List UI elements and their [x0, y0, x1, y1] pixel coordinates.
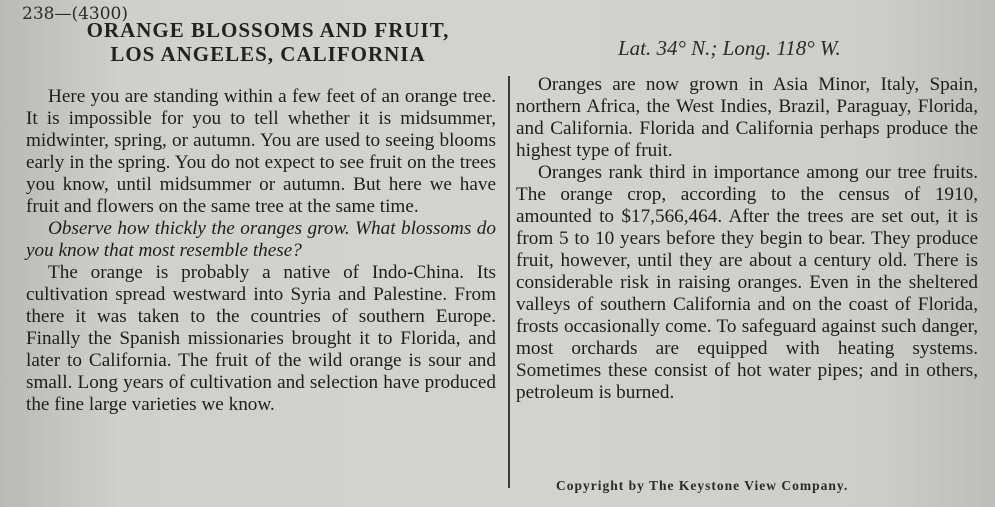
paragraph: The orange is probably a native of Indo-China. Its cultivation spread westward into Syria and Palestine. From there it was taken to the countries of southern Europe. Finally the Spanish missionaries brought it to Florida, and later to California. The fruit of the wild orange is sour and small. Long years of cultivation and selection have produced the fine large varieties we know. [26, 262, 496, 415]
right-column [516, 74, 978, 404]
title-line-2: LOS ANGELES, CALIFORNIA [110, 42, 426, 66]
left-column [26, 86, 496, 416]
column-divider [508, 76, 510, 488]
paragraph: Oranges rank third in importance among our tree fruits. The orange crop, according to the census of 1910, amounted to $17,566,464. After the trees are set out, it is from 5 to 10 years before they begin to bear. They produce fruit, however, until they are about a century old. There is considerable risk in raising oranges. Even in the sheltered valleys of southern California and on the coast of Florida, frosts occasionally come. To safeguard against such danger, most orchards are equipped with heating systems. Sometimes these consist of hot water pipes; and in others, petroleum is burned. [516, 162, 978, 403]
coordinates: Lat. 34° N.; Long. 118° W. [618, 36, 841, 60]
card-number: 238—(4300) [22, 4, 128, 24]
question-paragraph: Observe how thickly the oranges grow. What blossoms do you know that most resemble these? [26, 218, 496, 261]
paragraph: Oranges are now grown in Asia Minor, Italy, Spain, northern Africa, the West Indies, Brazil, Paraguay, Florida, and California. Florida and California perhaps produce the highest type of fruit. [516, 74, 978, 161]
paragraph: Here you are standing within a few feet of an orange tree. It is impossible for you to tell whether it is midsummer, midwinter, spring, or autumn. You are used to seeing blooms early in the spring. You do not expect to see fruit on the trees you know, until midsummer or autumn. But here we have fruit and flowers on the same tree at the same time. [26, 86, 496, 217]
copyright-notice: Copyright by The Keystone View Company. [556, 478, 849, 493]
page-title [48, 18, 488, 66]
title-line-1: ORANGE BLOSSOMS AND FRUIT, [86, 18, 450, 42]
